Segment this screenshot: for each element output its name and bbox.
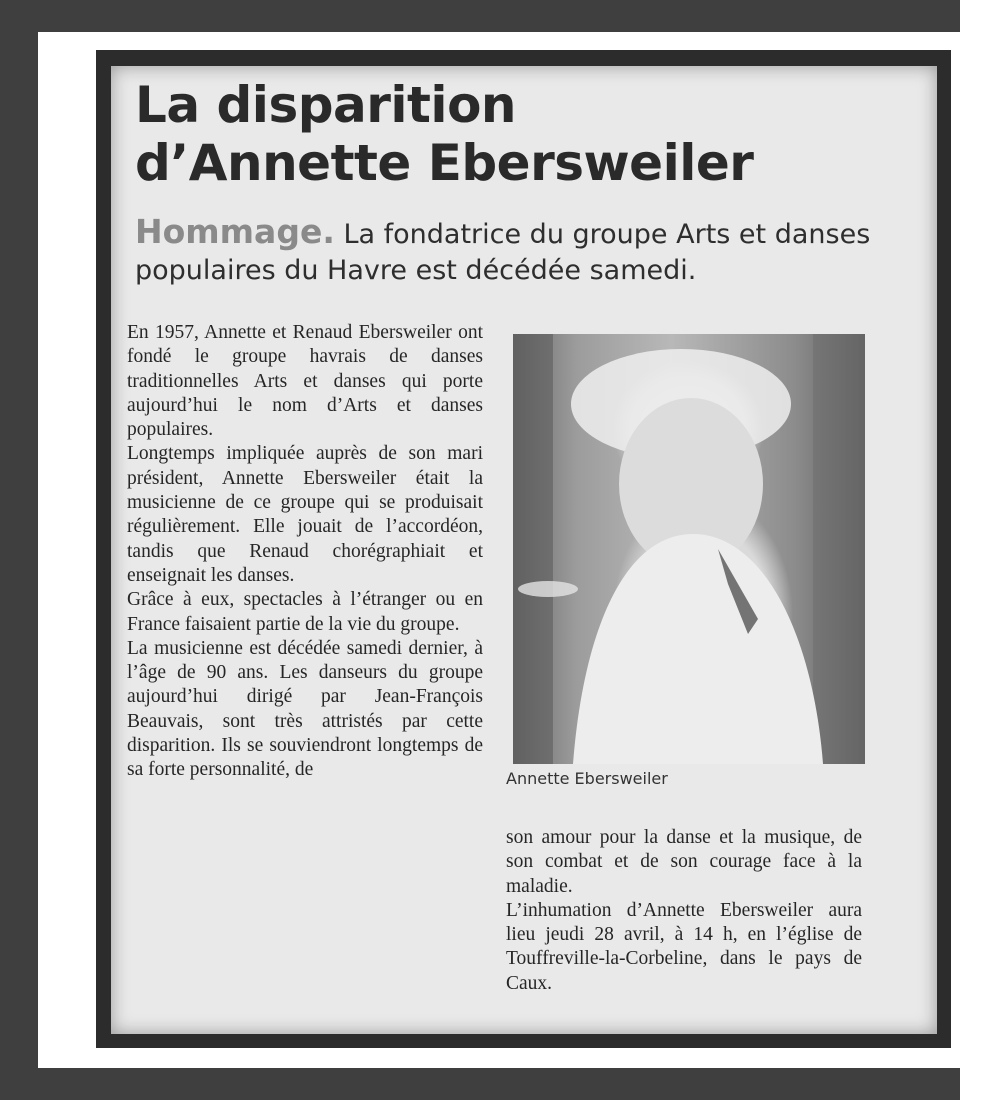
left-column (127, 321, 483, 783)
headline-line-1: La disparition (135, 76, 517, 134)
photo-caption: Annette Ebersweiler (506, 769, 668, 788)
paragraph: Longtemps impliquée auprès de son mari président, Annette Ebersweiler était la musicienne de ce groupe qui se produisait régulièrement. Elle jouait de l’accordéon, tandis que Renaud chorégraphiait et enseignait les danses. (127, 443, 483, 586)
portrait-photo (513, 334, 865, 764)
headline-line-2: d’Annette Ebersweiler (135, 134, 754, 192)
scan-border-top (38, 0, 960, 32)
deck (135, 214, 925, 289)
kicker: Hommage. (135, 212, 335, 251)
scan-border-left (0, 0, 38, 1100)
paragraph: La musicienne est décédée samedi dernier, à l’âge de 90 ans. Les danseurs du groupe aujourd’hui dirigé par Jean-François Beauvais, sont très attristés par cette disparition. Ils se souviendront longtemps de sa forte personnalité, de (127, 637, 483, 781)
paragraph: En 1957, Annette et Renaud Ebersweiler ont fondé le groupe havrais de danses traditionnelles Arts et danses qui porte aujourd’hui le nom d’Arts et danses populaires. (127, 322, 483, 441)
headline (135, 76, 753, 192)
right-column (506, 826, 862, 996)
paragraph: Grâce à eux, spectacles à l’étranger ou en France faisaient partie de la vie du groupe. (127, 589, 483, 635)
paragraph: L’inhumation d’Annette Ebersweiler aura lieu jeudi 28 avril, à 14 h, en l’église de Touffreville-la-Corbeline, dans le pays de Caux. (506, 899, 862, 994)
scan-border-bottom (38, 1068, 960, 1100)
portrait-photo-icon (513, 334, 865, 764)
scan-margin-right (960, 0, 1000, 1100)
deck-text: La fondatrice du groupe Arts et danses populaires du Havre est décédée samedi. (135, 219, 871, 286)
newspaper-clipping (111, 66, 937, 1034)
paragraph: son amour pour la danse et la musique, de son combat et de son courage face à la maladie. (506, 827, 862, 897)
